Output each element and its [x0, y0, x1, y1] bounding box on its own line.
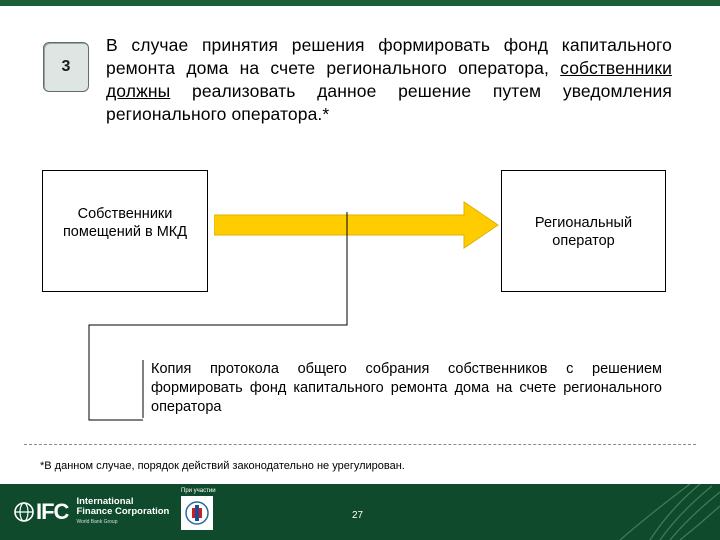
footnote-divider: [24, 444, 696, 445]
intro-emphasis: собственники должны: [106, 58, 672, 101]
ifc-name-line2: Finance Corporation: [76, 506, 170, 517]
page-number: 27: [352, 510, 364, 521]
intro-part-1: В случае принятия решения формировать фонд капитального ремонта дома на счете регионального оператора,: [106, 35, 672, 78]
operator-label: Региональный оператор: [534, 215, 633, 249]
ifc-tagline: World Bank Group: [76, 519, 118, 525]
emblem-icon: [184, 499, 210, 527]
partner-logo: [181, 496, 213, 530]
footnote: *В данном случае, порядок действий законодательно не урегулирован.: [40, 460, 405, 472]
ifc-name-line1: International: [76, 496, 134, 507]
ifc-logo: [14, 496, 189, 528]
ifc-abbr: IFC: [36, 499, 69, 524]
globe-icon: [14, 502, 34, 522]
owners-label: Собственники помещений в МКД: [62, 206, 188, 240]
partner-label: При участии: [181, 488, 216, 494]
step-number: 3: [61, 58, 71, 75]
footer-decoration: [560, 484, 720, 540]
document-note: Копия протокола общего собрания собственников с решением формировать фонд капитального ремонта дома на счете регионального оператора: [151, 361, 662, 415]
intro-part-3: реализовать данное решение путем уведомления регионального оператора.*: [106, 81, 672, 124]
